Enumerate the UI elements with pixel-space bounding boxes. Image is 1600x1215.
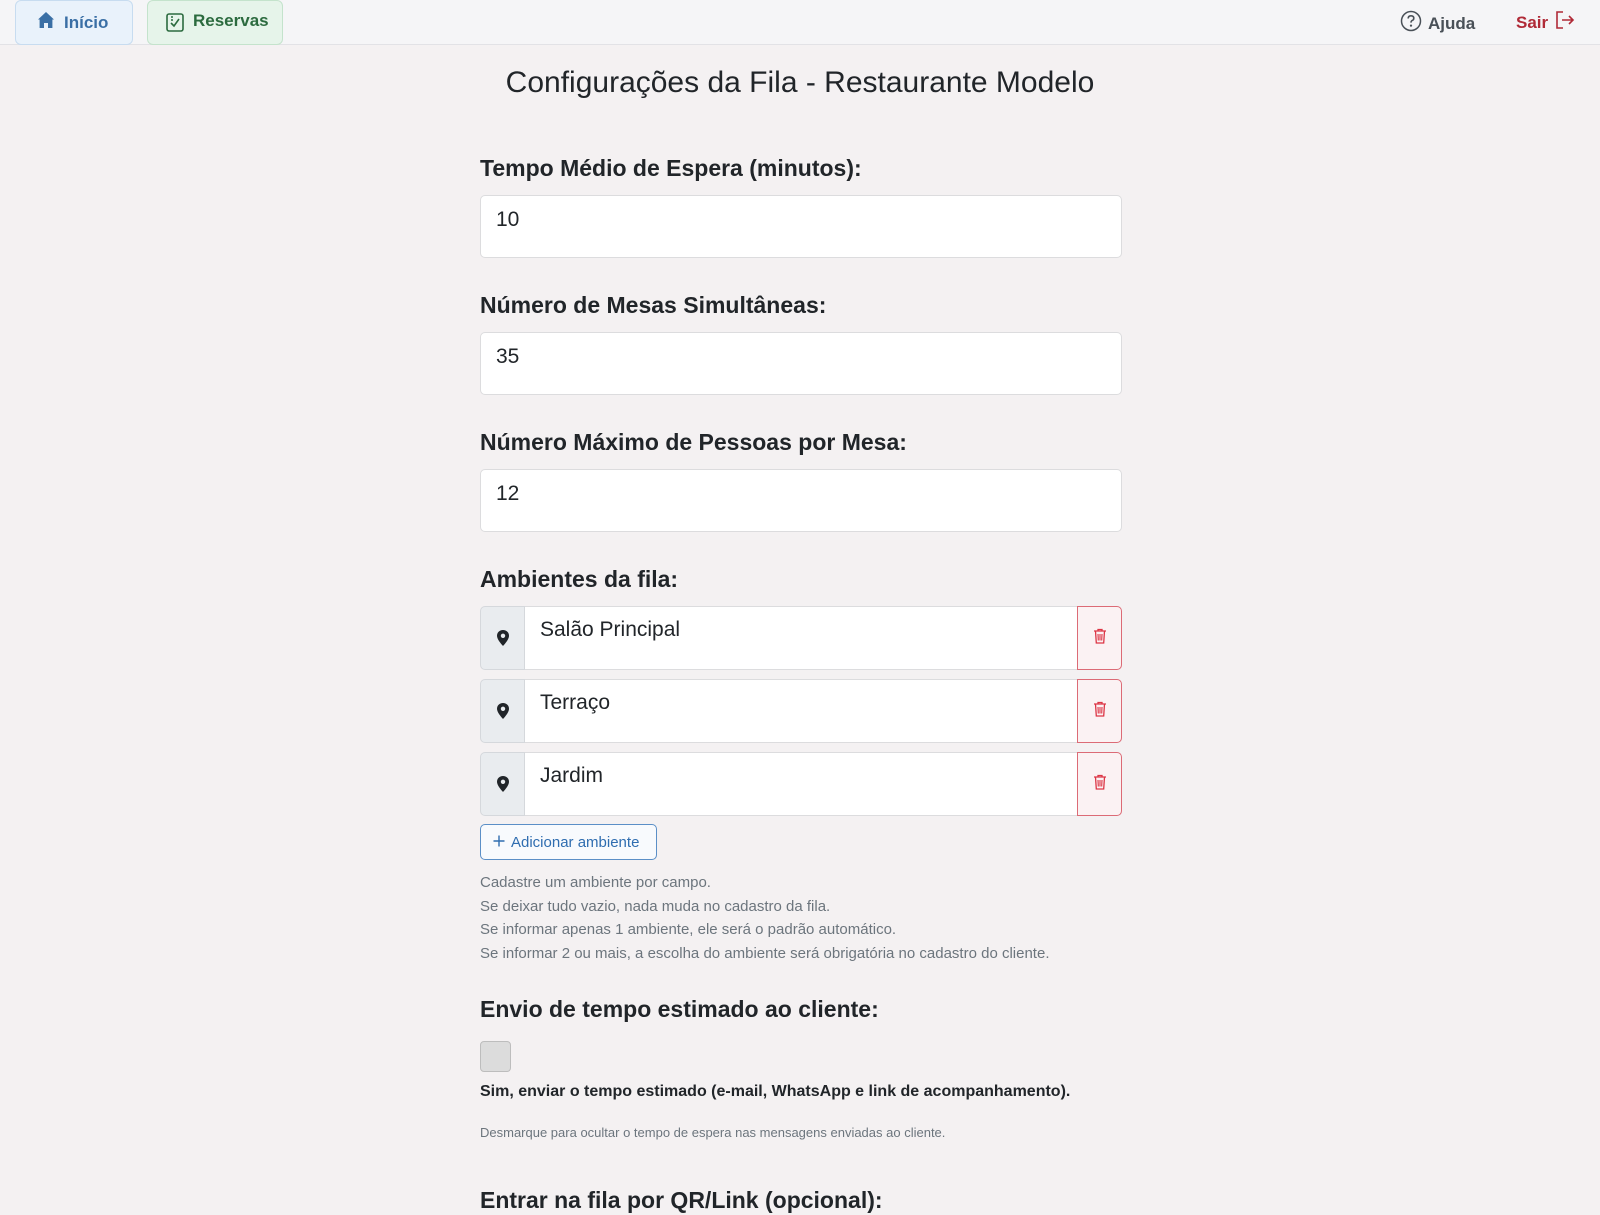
help-line: Cadastre um ambiente por campo. [480,874,711,891]
nav-home-button[interactable] [15,0,133,45]
delete-environment-button[interactable] [1077,606,1122,670]
trash-icon [1093,701,1107,722]
logout-label: Sair [1516,12,1549,32]
checklist-icon [165,11,185,38]
help-link[interactable] [1400,10,1475,37]
send-estimate-checkbox[interactable] [480,1041,511,1072]
environment-input[interactable]: Terraço [525,679,1077,743]
tables-label: Número de Mesas Simultâneas: [480,292,827,318]
environment-row [480,752,1122,816]
help-label: Ajuda [1428,13,1476,33]
top-navbar [0,0,1600,45]
wait-time-label: Tempo Médio de Espera (minutos): [480,155,862,181]
map-pin-icon [480,752,525,816]
add-environment-label: Adicionar ambiente [511,833,640,851]
environment-row [480,679,1122,743]
tables-input[interactable]: 35 [480,332,1122,395]
qr-link-label: Entrar na fila por QR/Link (opcional): [480,1187,883,1213]
home-icon [36,10,56,35]
trash-icon [1093,774,1107,795]
map-pin-icon [480,679,525,743]
environment-input[interactable]: Salão Principal [525,606,1077,670]
map-pin-icon [480,606,525,670]
page-title: Configurações da Fila - Restaurante Modelo [505,66,1095,99]
environments-help [480,871,1050,965]
question-circle-icon [1400,10,1422,37]
trash-icon [1093,628,1107,649]
help-line: Se informar 2 ou mais, a escolha do ambiente será obrigatória no cadastro do cliente. [480,944,1050,962]
estimate-label: Envio de tempo estimado ao cliente: [480,996,879,1022]
add-environment-button[interactable] [480,824,657,860]
logout-icon [1554,10,1576,35]
max-people-label: Número Máximo de Pessoas por Mesa: [480,429,907,455]
environment-row [480,606,1122,670]
environments-label: Ambientes da fila: [480,566,679,592]
nav-reservas-button[interactable] [147,0,283,45]
delete-environment-button[interactable] [1077,752,1122,816]
send-estimate-hint: Desmarque para ocultar o tempo de espera nas mensagens enviadas ao cliente. [480,1125,946,1140]
nav-reservas-label: Reservas [193,11,269,30]
wait-time-input[interactable]: 10 [480,195,1122,258]
nav-home-label: Início [64,12,109,32]
help-line: Se informar apenas 1 ambiente, ele será o padrão automático. [480,921,897,938]
delete-environment-button[interactable] [1077,679,1122,743]
environment-input[interactable]: Jardim [525,752,1077,816]
max-people-input[interactable]: 12 [480,469,1122,532]
plus-icon [493,834,505,851]
send-estimate-checkbox-label: Sim, enviar o tempo estimado (e-mail, WhatsApp e link de acompanhamento). [480,1083,1071,1100]
help-line: Se deixar tudo vazio, nada muda no cadastro da fila. [480,897,831,915]
logout-link[interactable] [1516,10,1576,35]
